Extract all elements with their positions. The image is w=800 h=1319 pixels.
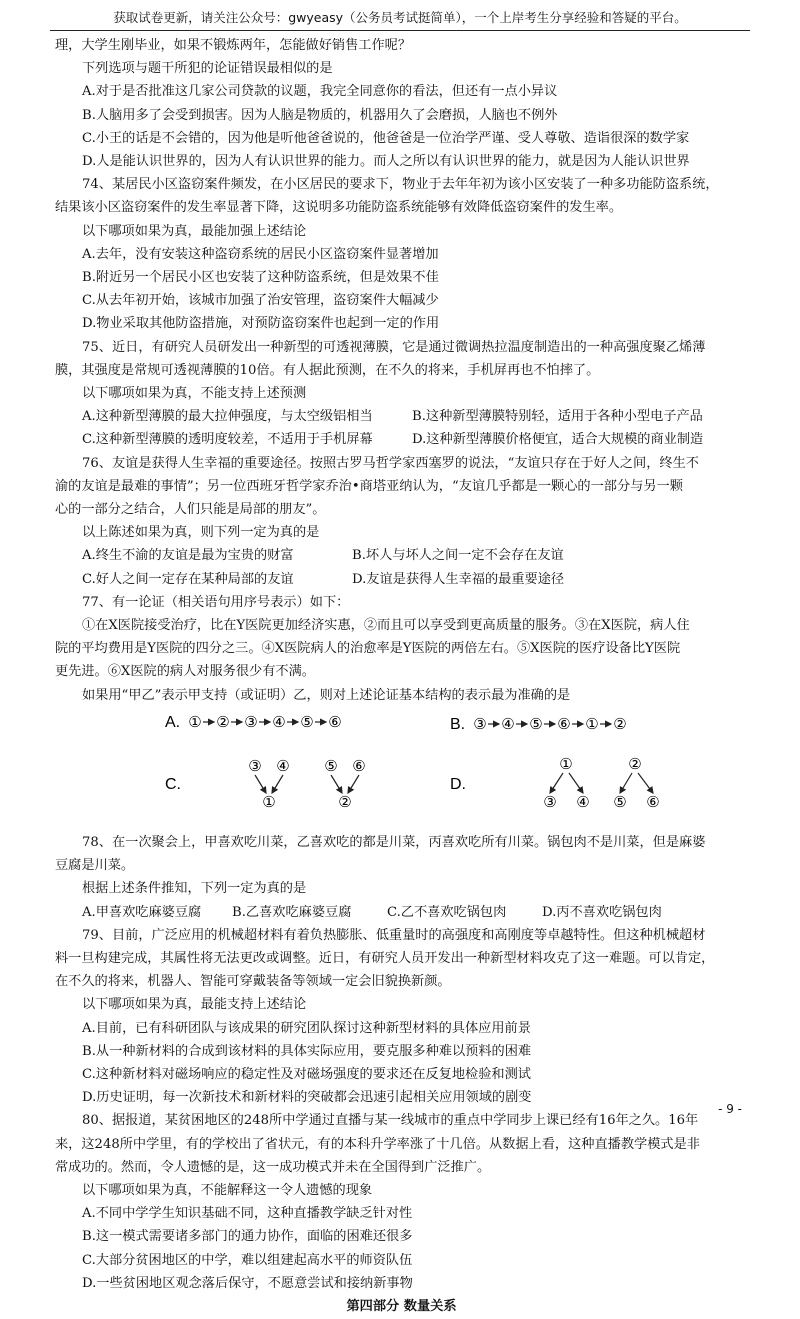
q80-option-c[interactable]: C.大部分贫困地区的中学，难以组建起高水平的师资队伍 <box>82 1252 413 1268</box>
q77-stem-line-4: 更先进。⑥X医院的病人对服务很少有不满。 <box>55 664 315 680</box>
q77-diagram-b-chain[interactable] <box>473 715 626 733</box>
page-number: - 9 - <box>718 1102 742 1116</box>
q76-stem-line-2: 渝的友谊是最难的事情”；另一位西班牙哲学家乔治•商塔亚纳认为，“友谊几乎都是一颗心的一部分与另一颗 <box>55 478 683 494</box>
chainB-node: ② <box>613 714 627 733</box>
q75-option-a[interactable]: A.这种新型薄膜的最大拉伸强度，与太空级铝相当 <box>82 409 373 425</box>
q75-prompt: 以下哪项如果为真，不能支持上述预测 <box>82 386 307 402</box>
q77-stem-line-1: 77、有一论证（相关语句用序号表示）如下： <box>82 594 350 610</box>
treeC-arrow <box>331 775 342 793</box>
q77-structure-diagrams <box>55 711 748 825</box>
q78-option-a[interactable]: A.甲喜欢吃麻婆豆腐 <box>82 904 202 920</box>
q77-diagram-c-tree[interactable] <box>248 757 365 811</box>
q76-options-row-1 <box>55 544 748 567</box>
q76-stem-line-1: 76、友谊是获得人生幸福的重要途径。按照古罗马哲学家西塞罗的说法，“友谊只存在于好人之间，终生不 <box>82 455 699 471</box>
q73-stem-tail: 理，大学生刚毕业，如果不锻炼两年，怎能做好销售工作呢？ <box>55 38 412 53</box>
treeC-arrow <box>348 775 359 793</box>
q79-stem-line-1: 79、目前，广泛应用的机械超材料有着负热膨胀、低重量时的高强度和高刚度等卓越特性。但这种机械超材 <box>82 927 706 943</box>
q74-option-d[interactable]: D.物业采取其他防盗措施，对预防盗窃案件也起到一定的作用 <box>82 316 440 332</box>
q80-option-d[interactable]: D.一些贫困地区观念落后保守，不愿意尝试和接纳新事物 <box>82 1275 413 1291</box>
q79-option-b[interactable]: B.从一种新材料的合成到该材料的具体实际应用，要克服多种难以预料的困难 <box>82 1043 532 1059</box>
chainB-node: ⑥ <box>557 714 571 733</box>
q79-option-a[interactable]: A.目前，已有科研团队与该成果的研究团队探讨这种新型材料的具体应用前景 <box>82 1020 531 1036</box>
q80-stem-line-1: 80、据报道，某贫困地区的248所中学通过直播与某一线城市的重点中学同步上课已经有16年之久。16年 <box>82 1113 699 1129</box>
q78-stem-line-1: 78、在一次聚会上，甲喜欢吃川菜，乙喜欢吃的都是川菜，丙喜欢吃所有川菜。锅包肉不是川菜，但是麻婆 <box>82 834 706 850</box>
q74-option-b[interactable]: B.附近另一个居民小区也安装了这种防盗系统，但是效果不佳 <box>82 270 439 286</box>
treeC-bottom-node: ① <box>262 792 276 811</box>
q76-stem-line-3: 心的一部分之结合，人们只能是局部的朋友”。 <box>55 502 326 518</box>
treeC-arrow <box>272 775 283 793</box>
q74-prompt: 以下哪项如果为真，最能加强上述结论 <box>82 223 307 239</box>
treeC-top-node: ③ <box>248 756 262 775</box>
q74-stem-line-1: 74、某居民小区盗窃案件频发，在小区居民的要求下，物业于去年年初为该小区安装了一种多功能防盗系统， <box>82 177 719 193</box>
q78-stem-line-2: 豆腐是川菜。 <box>55 858 135 874</box>
q73-option-a[interactable]: A.对于是否批准这几家公司贷款的议题，我完全同意你的看法，但还有一点小异议 <box>82 84 558 100</box>
q80-option-b[interactable]: B.这一模式需要诸多部门的通力协作，面临的困难还很多 <box>82 1229 413 1245</box>
q76-prompt: 以上陈述如果为真，则下列一定为真的是 <box>82 525 320 541</box>
treeD-arrow <box>569 773 583 793</box>
q75-options-row-2 <box>55 428 748 451</box>
q73-prompt: 下列选项与题干所犯的论证错误最相似的是 <box>82 61 333 77</box>
treeD-bottom-node: ③ <box>543 792 557 811</box>
q79-option-d[interactable]: D.历史证明，每一次新技术和新材料的突破都会迅速引起相关应用领域的剧变 <box>82 1090 532 1106</box>
q76-option-c[interactable]: C.好人之间一定存在某种局部的友谊 <box>82 571 294 587</box>
q80-stem-line-3: 常成功的。然而，令人遗憾的是，这一成功模式并未在全国得到广泛推广。 <box>55 1159 491 1175</box>
section-title: 第四部分 数量关系 <box>346 1298 457 1314</box>
q73-option-c[interactable]: C.小王的话是不会错的，因为他是听他爸爸说的，他爸爸是一位治学严谨、受人尊敬、造诣很深的数学家 <box>82 130 690 146</box>
q76-option-a[interactable]: A.终生不渝的友谊是最为宝贵的财富 <box>82 548 294 564</box>
chainA-node: ③ <box>244 712 258 731</box>
treeD-arrow <box>620 773 632 793</box>
q77-diagram-c-label[interactable]: C. <box>165 775 181 793</box>
treeC-top-node: ⑤ <box>324 756 338 775</box>
treeD-arrow <box>638 773 653 793</box>
treeD-top-node: ② <box>628 754 642 773</box>
treeD-top-node: ① <box>559 754 573 773</box>
chainA-node: ② <box>216 712 230 731</box>
q77-stem-line-5: 如果用“甲乙”表示甲支持（或证明）乙，则对上述论证基本结构的表示最为准确的是 <box>82 687 571 703</box>
q74-option-c[interactable]: C.从去年初开始，该城市加强了治安管理，盗窃案件大幅减少 <box>82 293 439 309</box>
chainB-node: ⑤ <box>529 714 543 733</box>
q78-option-c[interactable]: C.乙不喜欢吃锅包肉 <box>387 904 507 920</box>
chainB-node: ③ <box>473 714 487 733</box>
q74-option-a[interactable]: A.去年，没有安装这种盗窃系统的居民小区盗窃案件显著增加 <box>82 246 439 262</box>
q77-diagram-d-label[interactable]: D. <box>450 775 466 793</box>
q77-diagram-a-label[interactable]: A. <box>165 713 181 731</box>
q78-option-d[interactable]: D.丙不喜欢吃锅包肉 <box>542 904 662 920</box>
q75-option-c[interactable]: C.这种新型薄膜的透明度较差，不适用于手机屏幕 <box>82 432 373 448</box>
treeD-arrow <box>550 773 563 793</box>
q75-stem-line-2: 膜，其强度是常规可透视薄膜的10倍。有人据此预测，在不久的将来，手机屏再也不怕摔了。 <box>55 362 600 378</box>
treeC-top-node: ⑥ <box>352 756 366 775</box>
page-header: 获取试卷更新，请关注公众号：gwyeasy（公务员考试挺简单），一个上岸考生分享经验和答疑的平台。 <box>50 8 750 31</box>
chainB-node: ④ <box>501 714 515 733</box>
treeD-bottom-node: ④ <box>576 792 590 811</box>
q80-stem-line-2: 来，这248所中学里，有的学校出了省状元，有的本科升学率涨了十几倍。从数据上看，这种直播教学模式是非 <box>55 1136 700 1152</box>
q75-stem-line-1: 75、近日，有研究人员研发出一种新型的可透视薄膜，它是通过微调热拉温度制造出的一种高强度聚乙烯薄 <box>82 339 706 355</box>
treeD-bottom-node: ⑥ <box>646 792 660 811</box>
q76-option-b[interactable]: B.坏人与坏人之间一定不会存在友谊 <box>352 548 564 564</box>
q78-prompt: 根据上述条件推知，下列一定为真的是 <box>82 881 307 897</box>
q75-options-row-1 <box>55 405 748 428</box>
q80-option-a[interactable]: A.不同中学学生知识基础不同，这种直播教学缺乏针对性 <box>82 1206 413 1222</box>
q77-diagram-b-label[interactable]: B. <box>450 715 466 733</box>
chainA-node: ⑤ <box>300 712 314 731</box>
q77-stem-line-2: ①在X医院接受治疗，比在Y医院更加经济实惠，②而且可以享受到更高质量的服务。③在X医院，病人住 <box>82 618 690 634</box>
q77-diagram-d-tree[interactable] <box>543 755 659 811</box>
treeC-top-node: ④ <box>276 756 290 775</box>
chainA-node: ④ <box>272 712 286 731</box>
treeC-arrow <box>255 775 266 793</box>
q73-option-b[interactable]: B.人脑用多了会受到损害。因为人脑是物质的，机器用久了会磨损，人脑也不例外 <box>82 107 558 123</box>
q77-stem-line-3: 院的平均费用是Y医院的四分之三。④X医院病人的治愈率是Y医院的两倍左右。⑤X医院的医疗设备比Y医院 <box>55 641 681 657</box>
q75-option-b[interactable]: B.这种新型薄膜特别轻，适用于各种小型电子产品 <box>412 409 703 425</box>
q79-stem-line-3: 在不久的将来，机器人、智能可穿戴装备等领域一定会旧貌换新颜。 <box>55 974 451 990</box>
q77-diagram-svg <box>55 711 748 825</box>
q78-option-b[interactable]: B.乙喜欢吃麻婆豆腐 <box>232 904 352 920</box>
q76-options-row-2 <box>55 568 748 591</box>
q76-option-d[interactable]: D.友谊是获得人生幸福的最重要途径 <box>352 571 565 587</box>
chainA-node: ① <box>188 712 202 731</box>
q77-diagram-a-chain[interactable] <box>188 713 341 731</box>
q75-option-d[interactable]: D.这种新型薄膜价格便宜，适合大规模的商业制造 <box>412 432 704 448</box>
q79-option-c[interactable]: C.这种新材料对磁场响应的稳定性及对磁场强度的要求还在反复地检验和测试 <box>82 1066 531 1082</box>
chainA-node: ⑥ <box>328 712 342 731</box>
treeD-bottom-node: ⑤ <box>613 792 627 811</box>
q78-options-row <box>55 901 748 924</box>
treeC-bottom-node: ② <box>338 792 352 811</box>
q79-stem-line-2: 料一旦构建完成，其属性将无法更改或调整。近日，有研究人员开发出一种新型材料攻克了这一难题。可以肯定， <box>55 950 715 966</box>
q79-prompt: 以下哪项如果为真，最能支持上述结论 <box>82 997 307 1013</box>
q74-stem-line-2: 结果该小区盗窃案件的发生率显著下降，这说明多功能防盗系统能够有效降低盗窃案件的发生率。 <box>55 200 623 216</box>
q80-prompt: 以下哪项如果为真，不能解释这一令人遗憾的现象 <box>82 1182 373 1198</box>
chainB-node: ① <box>585 714 599 733</box>
page-content <box>55 34 748 1319</box>
q73-option-d[interactable]: D.人是能认识世界的，因为人有认识世界的能力。而人之所以有认识世界的能力，就是因为人能认识世界 <box>82 154 690 170</box>
